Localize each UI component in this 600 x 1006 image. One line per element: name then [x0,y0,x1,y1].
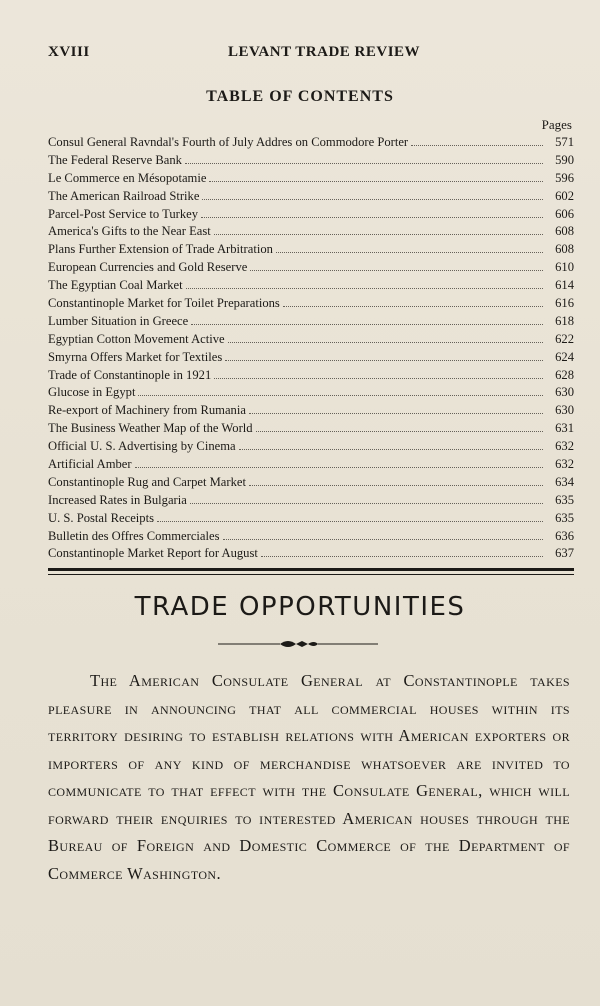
toc-entry [48,206,574,224]
toc-leader-dots [256,420,543,432]
toc-entry [48,331,574,349]
toc-entry-title: U. S. Postal Receipts [48,510,154,525]
toc-entry [48,223,574,241]
toc-leader-dots [185,152,543,164]
toc-entry-title: Egyptian Cotton Movement Active [48,331,225,346]
toc-entry [48,474,574,492]
section-divider-thin [48,574,574,575]
running-title: LEVANT TRADE REVIEW [228,44,421,60]
toc-entry-page: 618 [555,313,574,328]
toc-entry-page: 635 [555,510,574,525]
toc-entry [48,152,574,170]
toc-entry-title: Glucose in Egypt [48,385,136,400]
toc-entry [48,528,574,546]
toc-leader-dots [186,277,543,289]
toc-leader-dots [249,402,543,414]
toc-leader-dots [209,170,543,182]
toc-entry-title: Re-export of Machinery from Rumania [48,403,246,418]
toc-entry-title: Parcel-Post Service to Turkey [48,206,199,221]
toc-entry-page: 596 [555,170,574,185]
toc-entry-page: 614 [555,278,574,293]
toc-entry-title: Trade of Constantinople in 1921 [48,367,212,382]
toc-leader-dots [250,259,543,271]
toc-entry-page: 602 [555,188,574,203]
toc-entry [48,492,574,510]
toc-entry-page: 616 [555,296,574,311]
toc-entry-page: 634 [555,474,574,489]
toc-leader-dots [201,206,543,218]
toc-entry [48,545,574,563]
toc-entry-page: 610 [555,260,574,275]
toc-leader-dots [223,528,544,540]
toc-entry-title: The Egyptian Coal Market [48,278,183,293]
toc-entry [48,241,574,259]
toc-entry-title: Constantinople Market Report for August [48,546,258,561]
toc-entry-page: 571 [555,135,574,149]
toc-entry-page: 608 [555,242,574,257]
toc-entry [48,402,574,420]
announcement-paragraph: The American Consulate General at Constantinople takes pleasure in announcing that all commercial houses within its territory desiring to establish relations with American exporters or importers of any kind of merchandise whatsoever are invited to communicate to that effect with the Consulate General, which will forward their enquiries to interested American houses through the Bureau of Foreign and Domestic Commerce of the Department of Commerce Washington. [48,671,570,883]
toc-entry [48,510,574,528]
toc-entry-page: 630 [555,385,574,400]
toc-entry-page: 632 [555,457,574,472]
section-heading: TRADE OPPORTUNITIES [134,592,466,622]
toc-entry-page: 631 [555,421,574,436]
page-number: XVIII [48,44,90,60]
toc-entry-page: 632 [555,439,574,454]
toc-entry [48,170,574,188]
toc-entry-title: America's Gifts to the Near East [48,224,211,239]
toc-leader-dots [239,438,543,450]
toc-leader-dots [138,384,543,396]
toc-entry-page: 630 [555,403,574,418]
toc-entry-title: Plans Further Extension of Trade Arbitration [48,242,273,257]
toc-entry-page: 590 [555,152,574,167]
toc-leader-dots [214,367,543,379]
toc-entry-title: Constantinople Rug and Carpet Market [48,474,246,489]
toc-leader-dots [225,349,543,361]
toc-entry-page: 628 [555,367,574,382]
toc-entry [48,384,574,402]
toc-entry [48,295,574,313]
toc-entry-title: Le Commerce en Mésopotamie [48,170,207,185]
toc-leader-dots [261,545,543,557]
toc-entry [48,349,574,367]
toc-entry-title: Consul General Ravndal's Fourth of July Addres on Commodore Porter [48,135,409,149]
toc-entry-page: 624 [555,349,574,364]
toc-entry-page: 637 [555,546,574,561]
toc-entry-page: 635 [555,492,574,507]
toc-entry-title: Constantinople Market for Toilet Preparations [48,296,280,311]
toc-entry-title: Smyrna Offers Market for Textiles [48,349,223,364]
section-divider-thick [48,568,574,571]
toc-entry-page: 622 [555,331,574,346]
toc-entry-title: The Federal Reserve Bank [48,152,182,167]
toc-leader-dots [202,188,543,200]
toc-entry-title: Artificial Amber [48,457,132,472]
toc-entry-title: European Currencies and Gold Reserve [48,260,248,275]
toc-leader-dots [283,295,543,307]
toc-entry-title: The American Railroad Strike [48,188,200,203]
toc-entry [48,313,574,331]
pages-column-label: Pages [541,117,572,132]
toc-leader-dots [411,134,543,146]
toc-entry [48,367,574,385]
toc-entry-title: Official U. S. Advertising by Cinema [48,439,236,454]
toc-entry-title: The Business Weather Map of the World [48,421,253,436]
toc-leader-dots [214,223,543,235]
toc-entry [48,420,574,438]
toc-leader-dots [191,313,543,325]
toc-entry [48,438,574,456]
toc-entry-title: Lumber Situation in Greece [48,313,189,328]
toc-entry [48,188,574,206]
toc-leader-dots [135,456,543,468]
toc-entry-title: Increased Rates in Bulgaria [48,492,187,507]
toc-entry [48,277,574,295]
toc-entry-page: 606 [555,206,574,221]
page-header [48,44,570,66]
toc-title: TABLE OF CONTENTS [206,88,394,105]
toc-entry [48,259,574,277]
table-of-contents [48,134,574,563]
toc-entry-page: 608 [555,224,574,239]
toc-entry [48,134,574,152]
toc-entry-page: 636 [555,528,574,543]
toc-leader-dots [276,241,543,253]
toc-entry [48,456,574,474]
toc-leader-dots [157,510,543,522]
toc-leader-dots [228,331,543,343]
ornament-divider-icon [218,636,378,652]
toc-leader-dots [249,474,543,486]
toc-leader-dots [190,492,543,504]
toc-entry-title: Bulletin des Offres Commerciales [48,528,220,543]
